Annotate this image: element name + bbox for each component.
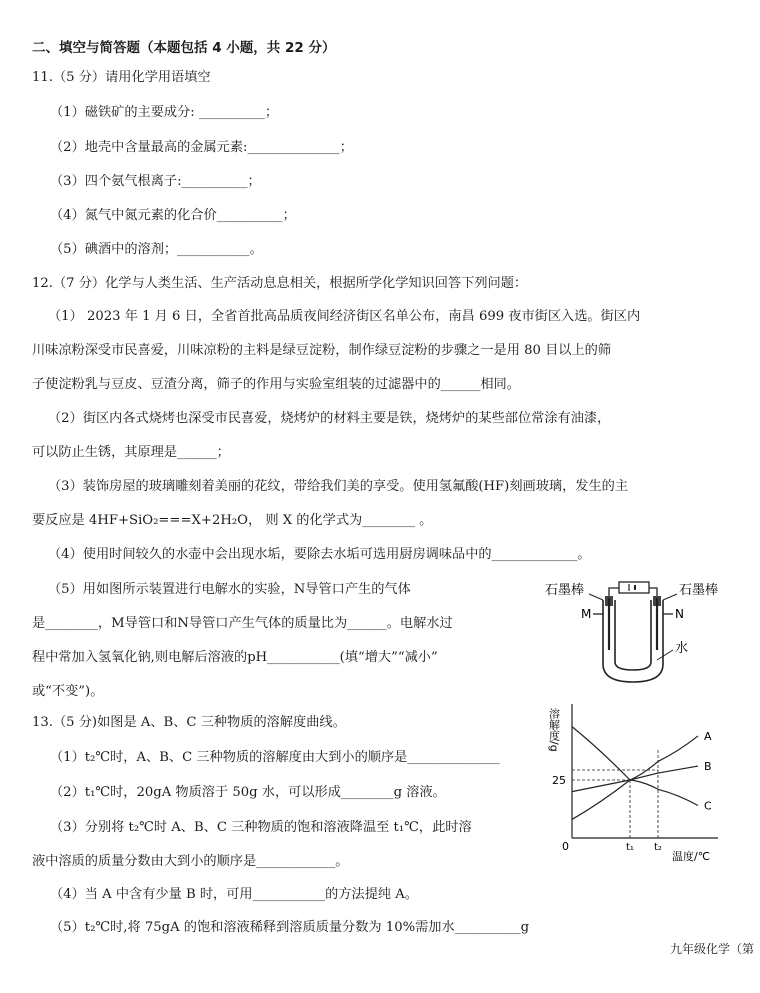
chart-origin: 0 — [562, 840, 569, 853]
q13-p2: （2）t₁℃时，20gA 物质溶于 50g 水，可以形成________g 溶液。 — [50, 785, 446, 800]
n-label: N — [675, 607, 684, 621]
curve-a — [572, 736, 698, 820]
q12-p2-line2: 可以防止生锈，其原理是______； — [32, 445, 230, 460]
q11-stem: 11.（5 分）请用化学用语填空 — [32, 70, 211, 85]
series-label-c: C — [704, 799, 712, 813]
u-tube-inner — [615, 600, 651, 670]
q13-p4: （4）当 A 中含有少量 B 时，可用___________的方法提纯 A。 — [50, 887, 418, 902]
q12-p3-line2: 要反应是 4HF+SiO₂===X+2H₂O， 则 X 的化学式为________ 。 — [32, 513, 433, 528]
q11-part-1: （1）磁铁矿的主要成分: __________； — [50, 105, 279, 120]
left-rod-label: 石墨棒 — [545, 583, 585, 598]
curve-c — [572, 727, 698, 806]
chart-ylabel: 溶解度/g — [548, 708, 561, 752]
q12-stem: 12.（7 分）化学与人类生活、生产活动息息相关，根据所学化学知识回答下列问题： — [32, 276, 528, 291]
chart-xlabel: 温度/℃ — [672, 850, 711, 863]
q12-p5-line1: （5）用如图所示装置进行电解水的实验，N导管口产生的气体 — [48, 582, 411, 597]
m-label: M — [581, 607, 592, 621]
q12-p2-line1: （2）街区内各式烧烤也深受市民喜爱，烧烤炉的材料主要是铁，烧烤炉的某些部位常涂有油漆， — [48, 411, 611, 426]
q12-p4: （4）使用时间较久的水壶中会出现水垢，要除去水垢可选用厨房调味品中的_____________。 — [48, 547, 591, 562]
solubility-chart — [548, 698, 728, 868]
page-footer: 九年级化学（第 — [669, 942, 754, 956]
water-label: 水 — [675, 641, 689, 656]
q12-p3-line1: （3）装饰房屋的玻璃雕刻着美丽的花纹，带给我们美的享受。使用氢氟酸(HF)刻画玻璃，发生的主 — [48, 479, 629, 494]
q11-part-5: （5）碘酒中的溶剂；___________。 — [50, 242, 263, 257]
series-label-a: A — [704, 729, 712, 743]
q13-stem: 13.（5 分)如图是 A、B、C 三种物质的溶解度曲线。 — [32, 715, 346, 730]
q11-part-3: （3）四个氨气根离子:__________； — [50, 174, 261, 189]
y-tick-25: 25 — [552, 774, 566, 787]
q12-p5-line4: 或“不变”)。 — [32, 684, 104, 699]
electrolysis-figure — [545, 578, 735, 690]
right-rod-label: 石墨棒 — [679, 583, 719, 598]
q13-p3-line2: 液中溶质的质量分数由大到小的顺序是____________。 — [32, 854, 349, 869]
series-label-b: B — [704, 760, 712, 774]
x-tick-t1: t₁ — [626, 842, 634, 853]
q13-p1: （1）t₂℃时，A、B、C 三种物质的溶解度由大到小的顺序是______________ — [50, 750, 500, 765]
section-title: 二、填空与简答题（本题包括 4 小题，共 22 分） — [32, 40, 336, 56]
q11-part-2: （2）地壳中含量最高的金属元素:______________； — [50, 140, 353, 155]
q13-p5: （5）t₂℃时,将 75gA 的饱和溶液稀释到溶质质量分数为 10%需加水__________g — [50, 920, 530, 935]
q12-p5-line3: 程中常加入氢氧化钠,则电解后溶液的pH___________(填“增大”“减小” — [32, 650, 438, 665]
x-tick-t2: t₂ — [654, 842, 662, 853]
q11-part-4: （4）氮气中氮元素的化合价__________； — [50, 208, 296, 223]
q12-p1-line1: （1） 2023 年 1 月 6 日，全省首批高品质夜间经济街区名单公布，南昌 699 夜市街区入选。街区内 — [48, 309, 641, 324]
q12-p5-line2: 是________，M导管口和N导管口产生气体的质量比为______。电解水过 — [32, 616, 453, 631]
q13-p3-line1: （3）分别将 t₂℃时 A、B、C 三种物质的饱和溶液降温至 t₁℃，此时溶 — [50, 820, 472, 835]
q12-p1-line2: 川味凉粉深受市民喜爱，川味凉粉的主料是绿豆淀粉，制作绿豆淀粉的步骤之一是用 80 目以上的筛 — [32, 343, 612, 358]
q12-p1-line3: 子使淀粉乳与豆皮、豆渣分离，筛子的作用与实验室组装的过滤器中的______相同。 — [32, 377, 520, 392]
